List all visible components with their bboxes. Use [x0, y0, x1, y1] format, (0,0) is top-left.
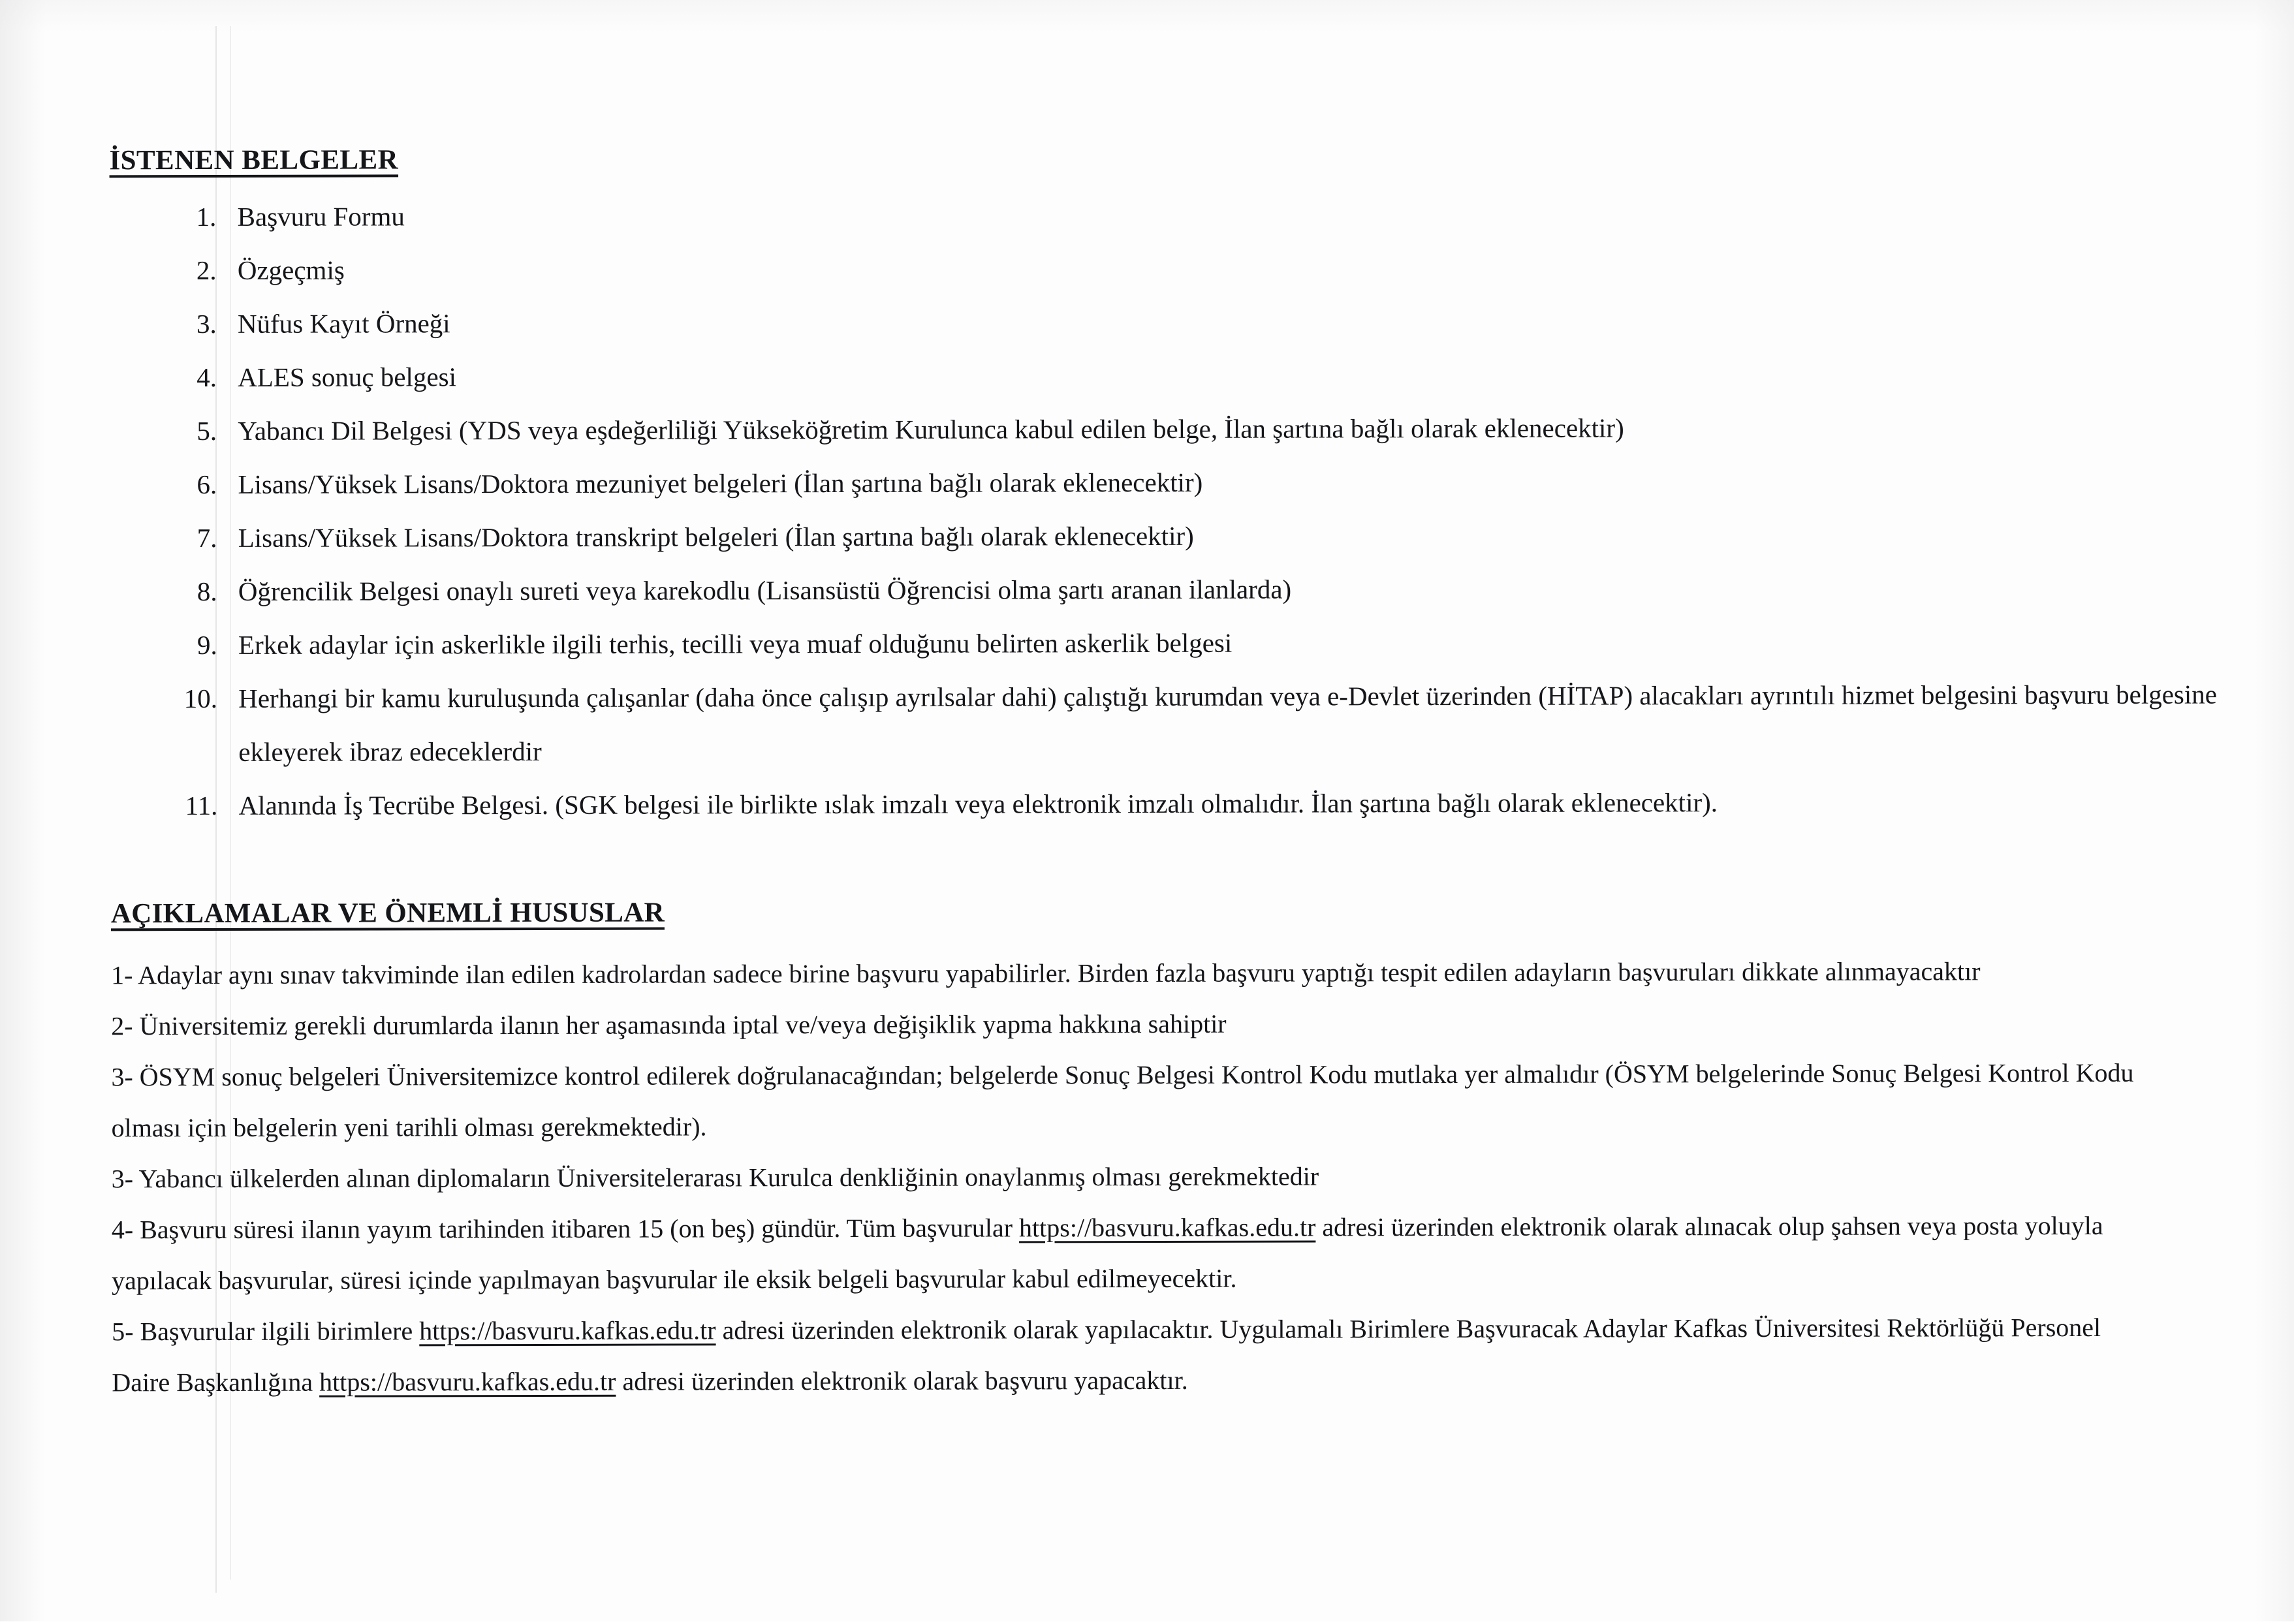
list-item [223, 239, 2294, 297]
list-item [224, 507, 2294, 565]
note-paragraph-4 [112, 1200, 2155, 1307]
note-paragraph-2 [111, 997, 2154, 1052]
application-portal-link[interactable]: https://basvuru.kafkas.edu.tr [1018, 1212, 1316, 1243]
note-paragraph-3a [111, 1048, 2154, 1154]
list-item [223, 346, 2294, 404]
list-item-text: Lisans/Yüksek Lisans/Doktora mezuniyet belgeleri (İlan şartına bağlı olarak eklenecektir) [238, 467, 1203, 499]
list-item-text: Nüfus Kayıt Örneği [237, 308, 450, 339]
application-portal-link[interactable]: https://basvuru.kafkas.edu.tr [419, 1315, 716, 1346]
list-item [224, 614, 2294, 672]
list-item [224, 560, 2294, 618]
list-item [224, 667, 2294, 779]
list-item-text: Başvuru Formu [237, 201, 405, 232]
note-paragraph-3b [112, 1149, 2155, 1205]
list-item-text: Alanında İş Tecrübe Belgesi. (SGK belgesi ile birlikte ıslak imzalı veya elektronik imzalı olmalıdır. İlan şartına bağlı olarak eklenecektir). [238, 787, 1718, 820]
list-item-text: Erkek adaylar için askerlikle ilgili terhis, tecilli veya muaf olduğunu belirten askerlik belgesi [238, 627, 1233, 660]
required-documents-heading: İSTENEN BELGELER [109, 144, 399, 176]
list-item-text: ALES sonuç belgesi [238, 362, 457, 392]
required-documents-list [151, 185, 2294, 832]
note-text: 1- Adaylar aynı sınav takviminde ilan edilen kadrolardan sadece birine başvuru yapabilirler. Birden fazla başvuru yaptığı tespit edilen adayların başvuruları dikkate alınmayacaktır [111, 956, 1981, 990]
note-text-after-link: adresi üzerinden elektronik olarak başvuru yapacaktır. [616, 1365, 1188, 1396]
list-item-text: Lisans/Yüksek Lisans/Doktora transkript belgeleri (İlan şartına bağlı olarak eklenecektir) [238, 520, 1194, 553]
note-text-middle: adresi üzerinden elektronik olarak yapılacaktır. Uygulamalı Birimlere Başvuracak Adaylar Kafkas Üniversitesi Rektörlüğü Personel Daire Başkanlığına [112, 1312, 2101, 1398]
list-item-text: Yabancı Dil Belgesi (YDS veya eşdeğerliliği Yükseköğretim Kurulunca kabul edilen belge, İlan şartına bağlı olarak eklenecektir) [238, 413, 1624, 446]
list-item-text: Öğrencilik Belgesi onaylı sureti veya karekodlu (Lisansüstü Öğrencisi olma şartı aranan ilanlarda) [238, 574, 1292, 606]
note-text-before-link: 5- Başvurular ilgili birimlere [112, 1316, 420, 1347]
list-item [223, 292, 2294, 351]
note-text-after-link: adresi üzerinden elektronik olarak alınacak olup şahsen veya posta yoluyla yapılacak başvurular, süresi içinde yapılmayan başvurular ile eksik belgeli başvurular kabul edilmeyecektir. [112, 1210, 2103, 1296]
application-portal-link[interactable]: https://basvuru.kafkas.edu.tr [319, 1366, 616, 1397]
note-text: 3- ÖSYM sonuç belgeleri Üniversitemizce kontrol edilerek doğrulanacağından; belgelerde Sonuç Belgesi Kontrol Kodu mutlaka yer almalıdır (ÖSYM belgelerinde Sonuç Belgesi Kontrol Kodu olması için belgelerin yeni tarihli olması gerekmektedir). [111, 1057, 2134, 1143]
list-item [223, 399, 2294, 458]
notes-heading: AÇIKLAMALAR VE ÖNEMLİ HUSUSLAR [110, 897, 665, 929]
list-item [224, 774, 2294, 832]
note-text: 2- Üniversitemiz gerekli durumlarda ilanın her aşamasında iptal ve/veya değişiklik yapma hakkına sahiptir [111, 1008, 1227, 1041]
note-text: 3- Yabancı ülkelerden alınan diplomaların Üniversitelerarası Kurulca denkliğinin onaylanmış olması gerekmektedir [111, 1161, 1319, 1194]
notes-list [111, 946, 2155, 1409]
list-item [223, 185, 2294, 243]
list-item-text: Özgeçmiş [237, 255, 345, 285]
note-paragraph-1 [111, 946, 2154, 1001]
list-item [223, 453, 2294, 511]
list-item-text: Herhangi bir kamu kuruluşunda çalışanlar (daha önce çalışıp ayrılsalar dahi) çalıştığı kurumdan veya e-Devlet üzerinden (HİTAP) alacakları ayrıntılı hizmet belgesini başvuru belgesine ekleyerek ibraz edeceklerdir [238, 679, 2218, 767]
note-paragraph-5 [112, 1302, 2155, 1409]
note-text-before-link: 4- Başvuru süresi ilanın yayım tarihinden itibaren 15 (on beş) gündür. Tüm başvurular [111, 1213, 1020, 1245]
